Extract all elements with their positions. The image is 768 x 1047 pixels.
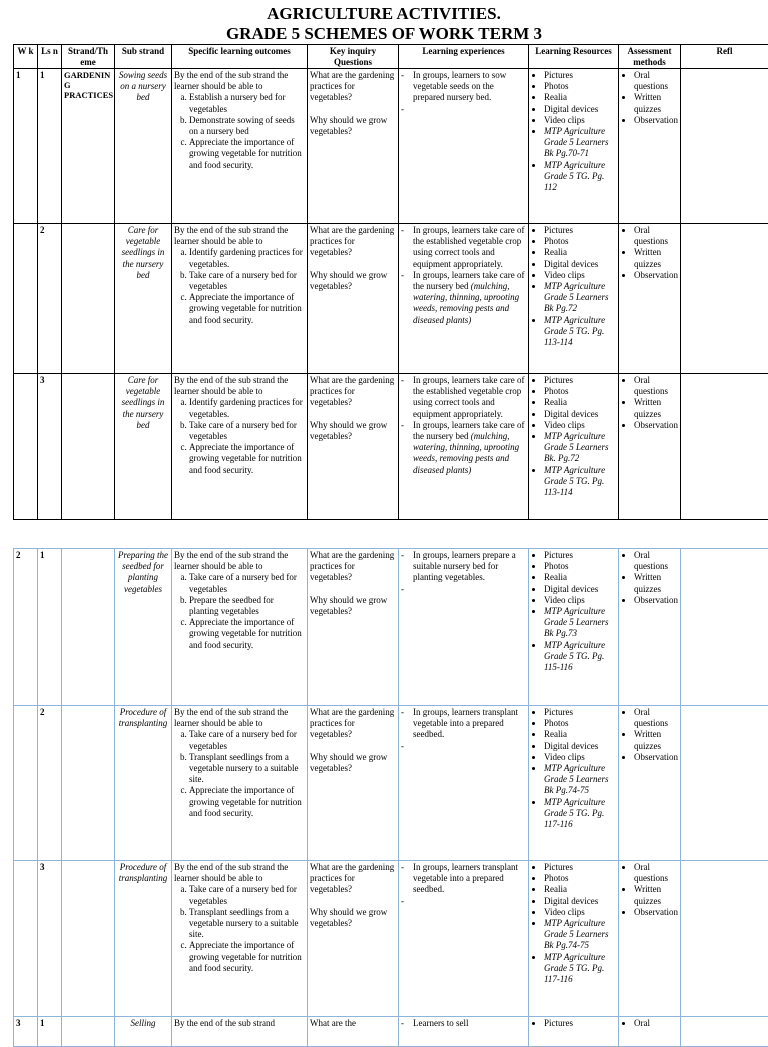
header-questions: Key inquiry Questions <box>308 45 399 69</box>
outcomes-list <box>174 247 305 325</box>
resources-cell <box>529 706 619 861</box>
strand-cell <box>62 1017 115 1047</box>
outcomes-intro: By the end of the sub strand the learner should be able to <box>174 225 305 247</box>
sub-strand-name: Sowing seeds on a nursery bed <box>119 70 167 102</box>
resource-item: • Realia <box>544 397 616 408</box>
assessment-item: • Written quizzes <box>634 92 678 114</box>
header-outcomes: Specific learning outcomes <box>172 45 308 69</box>
outcome-item: b. Demonstrate sowing of seeds on a nursery bed <box>189 115 305 137</box>
assessment-item: • Observation <box>634 270 678 281</box>
outcome-item: a. Establish a nursery bed for vegetables <box>189 92 305 114</box>
outcome-item: c. Appreciate the importance of growing vegetable for nutrition and food security. <box>189 940 305 974</box>
sub-strand-cell <box>115 69 172 224</box>
assessment-item: • Oral <box>634 1018 678 1029</box>
reflection-cell <box>681 861 768 1017</box>
sub-strand-cell <box>115 1017 172 1047</box>
experiences-cell <box>399 374 529 520</box>
resources-list <box>531 862 616 985</box>
reflection-cell <box>681 69 768 224</box>
resource-item: • Digital devices <box>544 409 616 420</box>
resource-item: • MTP Agriculture Grade 5 TG. Pg. 117-116 <box>544 952 616 986</box>
document-title: AGRICULTURE ACTIVITIES. <box>0 4 768 23</box>
lesson-number: 2 <box>40 707 45 717</box>
inquiry-question: What are the gardening practices for vegetables? <box>310 707 396 741</box>
resource-item: • Digital devices <box>544 259 616 270</box>
outcome-item: b. Take care of a nursery bed for vegetables <box>189 420 305 442</box>
strand-cell <box>62 549 115 706</box>
header-week: W k <box>14 45 38 69</box>
resources-cell <box>529 224 619 374</box>
resource-item: • Video clips <box>544 907 616 918</box>
inquiry-question: What are the gardening practices for vegetables? <box>310 862 396 896</box>
sub-strand-cell <box>115 374 172 520</box>
resources-cell <box>529 549 619 706</box>
resource-item: • MTP Agriculture Grade 5 Learners Bk Pg.73 <box>544 606 616 640</box>
resource-item: • Photos <box>544 561 616 572</box>
assessment-item: • Observation <box>634 420 678 431</box>
assessment-cell <box>619 374 681 520</box>
assessment-item: • Oral questions <box>634 225 678 247</box>
resource-item: • Realia <box>544 729 616 740</box>
resource-item: • Pictures <box>544 225 616 236</box>
outcomes-cell <box>172 374 308 520</box>
outcome-item: a. Take care of a nursery bed for vegetables <box>189 884 305 906</box>
sub-strand-cell <box>115 861 172 1017</box>
resource-item: • Pictures <box>544 375 616 386</box>
header-assessment: Assessment methods <box>619 45 681 69</box>
lesson-number: 1 <box>40 550 45 560</box>
table-row <box>14 224 768 374</box>
lesson-number: 1 <box>40 1018 45 1028</box>
resource-item: • MTP Agriculture Grade 5 TG. Pg. 117-116 <box>544 797 616 831</box>
questions-cell <box>308 706 399 861</box>
assessment-item: • Written quizzes <box>634 397 678 419</box>
resource-item: • Photos <box>544 718 616 729</box>
assessment-cell <box>619 69 681 224</box>
experience-text: In groups, learners take care of the established vegetable crop using correct tools and equipment appropriately. <box>413 225 524 269</box>
assessment-item: • Observation <box>634 752 678 763</box>
experiences-cell <box>399 224 529 374</box>
resource-item: • MTP Agriculture Grade 5 Learners Bk Pg.70-71 <box>544 126 616 160</box>
lesson-number: 3 <box>40 862 45 872</box>
week-number: 1 <box>16 70 21 80</box>
lesson-cell <box>38 706 62 861</box>
week-cell <box>14 861 38 1017</box>
resource-item: • Video clips <box>544 270 616 281</box>
assessment-cell <box>619 549 681 706</box>
resources-cell <box>529 69 619 224</box>
experience-text: Learners to sell <box>413 1018 468 1028</box>
outcome-item: b. Transplant seedlings from a vegetable nursery to a suitable site. <box>189 907 305 941</box>
assessment-item: • Written quizzes <box>634 572 678 594</box>
resources-cell <box>529 374 619 520</box>
questions-cell <box>308 1017 399 1047</box>
sub-strand-name: Selling <box>131 1018 156 1028</box>
experience-text: In groups, learners to sow vegetable seeds on the prepared nursery bed. <box>413 70 506 102</box>
resource-item: • MTP Agriculture Grade 5 Learners Bk Pg.74-75 <box>544 918 616 952</box>
outcomes-list <box>174 884 305 974</box>
inquiry-question: Why should we grow vegetables? <box>310 115 396 137</box>
header-reflection: Refl <box>681 45 768 69</box>
strand-cell <box>62 224 115 374</box>
assessment-item: • Oral questions <box>634 375 678 397</box>
strand-cell <box>62 374 115 520</box>
week-number: 2 <box>16 550 21 560</box>
experience-item <box>413 550 526 584</box>
assessment-list <box>621 70 678 126</box>
assessment-item: • Written quizzes <box>634 884 678 906</box>
lesson-cell <box>38 374 62 520</box>
resource-item: • Video clips <box>544 115 616 126</box>
experiences-list <box>401 707 526 741</box>
reflection-cell <box>681 1017 768 1047</box>
resources-list <box>531 550 616 673</box>
inquiry-question: Why should we grow vegetables? <box>310 270 396 292</box>
questions-cell <box>308 549 399 706</box>
experience-text: In groups, learners transplant vegetable into a prepared seedbed. <box>413 707 518 739</box>
resource-item: • MTP Agriculture Grade 5 TG. Pg. 115-116 <box>544 640 616 674</box>
experiences-list <box>401 550 526 584</box>
assessment-cell <box>619 706 681 861</box>
resource-item: • MTP Agriculture Grade 5 TG. Pg. 113-114 <box>544 315 616 349</box>
outcomes-list <box>174 572 305 650</box>
outcomes-intro: By the end of the sub strand the learner should be able to <box>174 550 305 572</box>
outcomes-cell <box>172 706 308 861</box>
table-row <box>14 861 768 1017</box>
experiences-list <box>401 225 526 326</box>
experiences-cell <box>399 861 529 1017</box>
header-sub-strand: Sub strand <box>115 45 172 69</box>
resource-item: • Photos <box>544 81 616 92</box>
experiences-list <box>401 375 526 476</box>
strand-cell <box>62 69 115 224</box>
header-lesson: Ls n <box>38 45 62 69</box>
experience-text: In groups, learners transplant vegetable into a prepared seedbed. <box>413 862 518 894</box>
assessment-item: • Observation <box>634 115 678 126</box>
lesson-number: 3 <box>40 375 45 385</box>
week-cell <box>14 1017 38 1047</box>
experience-text: In groups, learners prepare a suitable nursery bed for planting vegetables. <box>413 550 516 582</box>
resource-item: • Digital devices <box>544 584 616 595</box>
reflection-cell <box>681 706 768 861</box>
assessment-list <box>621 225 678 281</box>
experience-detail: (mulching, watering, thinning, uprooting weeds, removing pests and diseased plants) <box>413 281 519 325</box>
resource-item: • Pictures <box>544 862 616 873</box>
table-row <box>14 374 768 520</box>
week-cell <box>14 706 38 861</box>
week-cell <box>14 549 38 706</box>
resources-list <box>531 375 616 498</box>
resources-cell <box>529 1017 619 1047</box>
resource-item: • MTP Agriculture Grade 5 Learners Bk. Pg.72 <box>544 431 616 465</box>
experiences-cell <box>399 1017 529 1047</box>
outcomes-intro: By the end of the sub strand the learner should be able to <box>174 375 305 397</box>
outcome-item: c. Appreciate the importance of growing vegetable for nutrition and food security. <box>189 292 305 326</box>
resource-item: • Pictures <box>544 70 616 81</box>
questions-cell <box>308 861 399 1017</box>
assessment-item: • Oral questions <box>634 70 678 92</box>
inquiry-question: What are the <box>310 1018 396 1029</box>
outcomes-cell <box>172 549 308 706</box>
table-row <box>14 69 768 224</box>
outcome-item: b. Take care of a nursery bed for vegetables <box>189 270 305 292</box>
lesson-cell <box>38 69 62 224</box>
sub-strand-name: Care for vegetable seedlings in the nursery bed <box>122 375 165 430</box>
experience-detail: (mulching, watering, thinning, uprooting weeds, removing pests and diseased plants) <box>413 431 519 475</box>
experience-item <box>413 707 526 741</box>
resources-list <box>531 225 616 348</box>
experiences-list <box>401 862 526 896</box>
resources-cell <box>529 861 619 1017</box>
lesson-number: 2 <box>40 225 45 235</box>
resource-item: • Video clips <box>544 752 616 763</box>
sub-strand-cell <box>115 706 172 861</box>
assessment-item: • Observation <box>634 595 678 606</box>
experiences-cell <box>399 706 529 861</box>
experience-item <box>413 70 526 104</box>
inquiry-question: Why should we grow vegetables? <box>310 420 396 442</box>
outcome-item: a. Identify gardening practices for vegetables. <box>189 247 305 269</box>
resource-item: • Pictures <box>544 707 616 718</box>
outcome-item: b. Transplant seedlings from a vegetable nursery to a suitable site. <box>189 752 305 786</box>
inquiry-question: What are the gardening practices for vegetables? <box>310 70 396 104</box>
week-cell <box>14 374 38 520</box>
assessment-list <box>621 375 678 431</box>
experience-text: In groups, learners take care of the established vegetable crop using correct tools and equipment appropriately. <box>413 375 524 419</box>
lesson-number: 1 <box>40 70 45 80</box>
sub-strand-name: Procedure of transplanting <box>119 862 168 883</box>
table-row <box>14 706 768 861</box>
strand-name: GARDENIN G PRACTICES <box>64 70 113 100</box>
resource-item: • Digital devices <box>544 741 616 752</box>
resource-item: • Digital devices <box>544 896 616 907</box>
reflection-cell <box>681 549 768 706</box>
sub-strand-name: Preparing the seedbed for planting vegetables <box>118 550 168 594</box>
sub-strand-cell <box>115 549 172 706</box>
experience-item <box>413 270 526 326</box>
resource-item: • MTP Agriculture Grade 5 Learners Bk Pg.72 <box>544 281 616 315</box>
assessment-item: • Oral questions <box>634 550 678 572</box>
strand-cell <box>62 706 115 861</box>
assessment-list <box>621 550 678 606</box>
experiences-cell <box>399 549 529 706</box>
assessment-item: • Oral questions <box>634 707 678 729</box>
outcome-item: a. Take care of a nursery bed for vegetables <box>189 572 305 594</box>
outcome-item: b. Prepare the seedbed for planting vegetables <box>189 595 305 617</box>
resource-item: • Realia <box>544 92 616 103</box>
week-number: 3 <box>16 1018 21 1028</box>
assessment-cell <box>619 224 681 374</box>
outcome-item: a. Take care of a nursery bed for vegetables <box>189 729 305 751</box>
table-row <box>14 1017 768 1047</box>
resources-list <box>531 707 616 830</box>
resource-item: • Video clips <box>544 420 616 431</box>
resource-item: • Pictures <box>544 550 616 561</box>
assessment-list <box>621 862 678 918</box>
questions-cell <box>308 374 399 520</box>
header-strand: Strand/Th eme <box>62 45 115 69</box>
header-experiences: Learning experiences <box>399 45 529 69</box>
assessment-cell <box>619 1017 681 1047</box>
scheme-table-page-1 <box>13 44 768 520</box>
resource-item: • MTP Agriculture Grade 5 Learners Bk Pg.74-75 <box>544 763 616 797</box>
outcome-item: c. Appreciate the importance of growing vegetable for nutrition and food security. <box>189 785 305 819</box>
lesson-cell <box>38 861 62 1017</box>
assessment-item: • Written quizzes <box>634 729 678 751</box>
outcomes-intro: By the end of the sub strand <box>174 1018 305 1029</box>
resource-item: • MTP Agriculture Grade 5 TG. Pg. 112 <box>544 160 616 194</box>
inquiry-question: Why should we grow vegetables? <box>310 752 396 774</box>
experiences-list <box>401 70 526 104</box>
sub-strand-name: Procedure of transplanting <box>119 707 168 728</box>
outcomes-intro: By the end of the sub strand the learner should be able to <box>174 862 305 884</box>
outcomes-intro: By the end of the sub strand the learner should be able to <box>174 707 305 729</box>
outcomes-list <box>174 397 305 475</box>
resource-item: • Pictures <box>544 1018 616 1029</box>
resources-list <box>531 70 616 193</box>
table-row <box>14 549 768 706</box>
experiences-cell <box>399 69 529 224</box>
outcomes-intro: By the end of the sub strand the learner should be able to <box>174 70 305 92</box>
outcomes-cell <box>172 861 308 1017</box>
resource-item: • Photos <box>544 236 616 247</box>
assessment-item: • Written quizzes <box>634 247 678 269</box>
sub-strand-cell <box>115 224 172 374</box>
inquiry-question: Why should we grow vegetables? <box>310 907 396 929</box>
experience-text: In groups, learners take care of the nursery bed <box>413 270 524 291</box>
assessment-cell <box>619 861 681 1017</box>
reflection-cell <box>681 374 768 520</box>
assessment-item: • Oral questions <box>634 862 678 884</box>
resource-item: • Realia <box>544 572 616 583</box>
outcome-item: c. Appreciate the importance of growing vegetable for nutrition and food security. <box>189 442 305 476</box>
header-resources: Learning Resources <box>529 45 619 69</box>
outcomes-cell <box>172 224 308 374</box>
outcome-item: c. Appreciate the importance of growing vegetable for nutrition and food security. <box>189 617 305 651</box>
inquiry-question: What are the gardening practices for vegetables? <box>310 550 396 584</box>
experience-item <box>413 375 526 420</box>
resource-item: • Realia <box>544 247 616 258</box>
lesson-cell <box>38 1017 62 1047</box>
lesson-cell <box>38 549 62 706</box>
assessment-item: • Observation <box>634 907 678 918</box>
inquiry-question: What are the gardening practices for vegetables? <box>310 225 396 259</box>
resource-item: • Video clips <box>544 595 616 606</box>
inquiry-question: What are the gardening practices for vegetables? <box>310 375 396 409</box>
document-subtitle: GRADE 5 SCHEMES OF WORK TERM 3 <box>0 24 768 43</box>
experience-text: In groups, learners take care of the nursery bed <box>413 420 524 441</box>
week-cell <box>14 69 38 224</box>
scheme-table-page-2 <box>13 548 768 1047</box>
week-cell <box>14 224 38 374</box>
experience-item <box>413 420 526 476</box>
outcomes-list <box>174 92 305 170</box>
questions-cell <box>308 69 399 224</box>
resource-item: • Photos <box>544 386 616 397</box>
experience-item <box>413 862 526 896</box>
strand-cell <box>62 861 115 1017</box>
outcomes-cell <box>172 1017 308 1047</box>
inquiry-question: Why should we grow vegetables? <box>310 595 396 617</box>
outcomes-list <box>174 729 305 819</box>
resource-item: • MTP Agriculture Grade 5 TG. Pg. 113-114 <box>544 465 616 499</box>
lesson-cell <box>38 224 62 374</box>
resource-item: • Realia <box>544 884 616 895</box>
resource-item: • Photos <box>544 873 616 884</box>
experience-item <box>413 225 526 270</box>
questions-cell <box>308 224 399 374</box>
sub-strand-name: Care for vegetable seedlings in the nursery bed <box>122 225 165 280</box>
outcomes-cell <box>172 69 308 224</box>
assessment-list <box>621 707 678 763</box>
reflection-cell <box>681 224 768 374</box>
outcome-item: a. Identify gardening practices for vegetables. <box>189 397 305 419</box>
resource-item: • Digital devices <box>544 104 616 115</box>
outcome-item: c. Appreciate the importance of growing vegetable for nutrition and food security. <box>189 137 305 171</box>
